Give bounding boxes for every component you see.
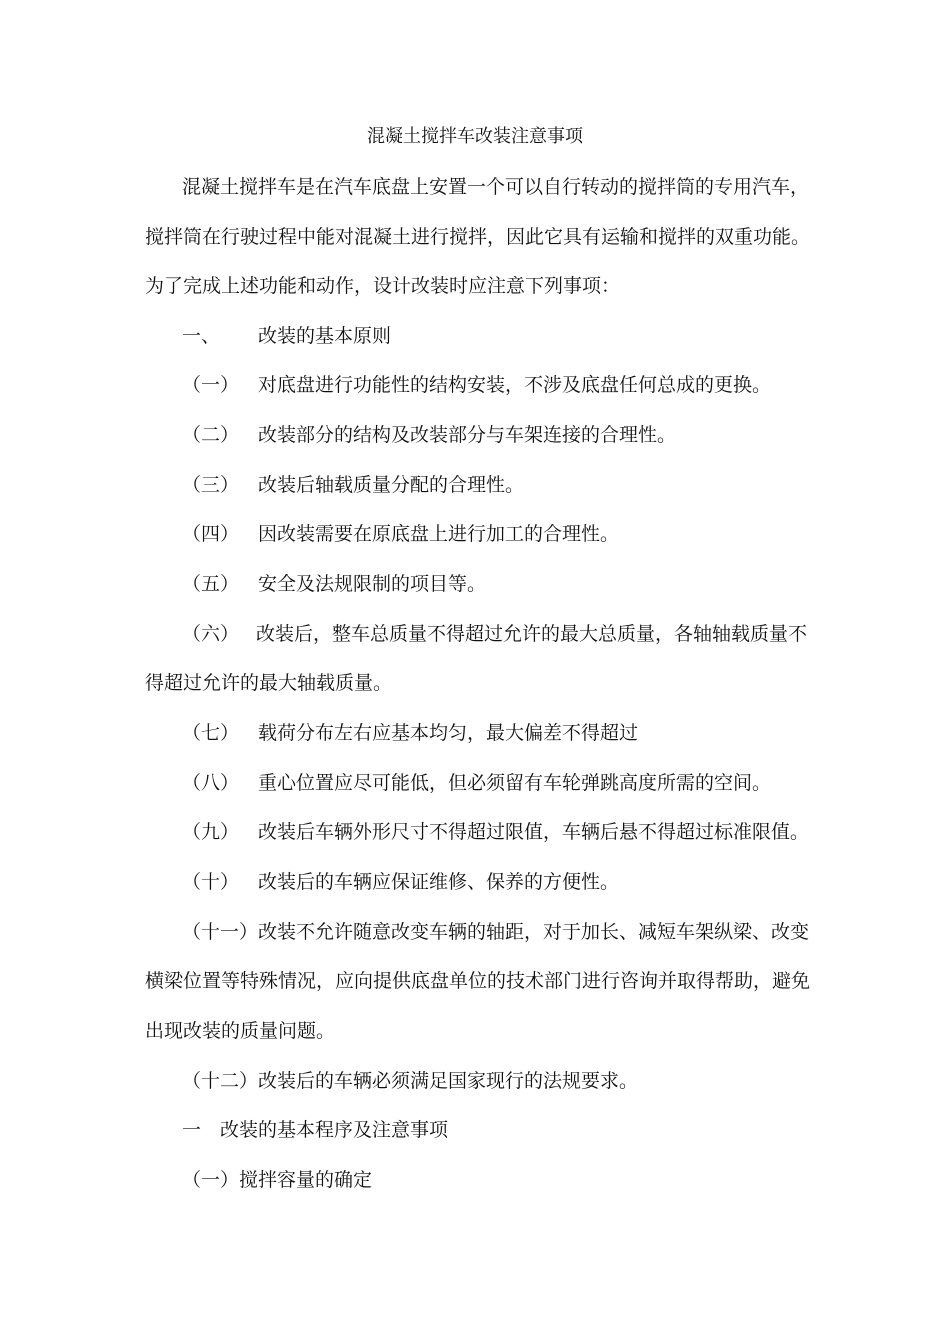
section-1-heading: 改装的基本原则 (258, 325, 392, 347)
item-label-7: （七） (182, 722, 240, 744)
item-label-3: （三） (182, 474, 240, 496)
item-11-line-2: 横梁位置等特殊情况，应向提供底盘单位的技术部门进行咨询并取得帮助，避免 (145, 970, 811, 992)
intro-line-1: 混凝土搅拌车是在汽车底盘上安置一个可以自行转动的搅拌筒的专用汽车， (182, 176, 810, 198)
subsection-1: （一）搅拌容量的确定 (182, 1169, 373, 1191)
item-label-4: （四） (182, 523, 240, 545)
item-text-6: 改装后，整车总质量不得超过允许的最大总质量，各轴轴载质量不 (256, 623, 808, 645)
section-2-heading: 改装的基本程序及注意事项 (220, 1119, 449, 1141)
intro-line-2: 搅拌筒在行驶过程中能对混凝土进行搅拌，因此它具有运输和搅拌的双重功能。 (145, 226, 811, 248)
item-text-9: 改装后车辆外形尺寸不得超过限值，车辆后悬不得超过标准限值。 (258, 821, 810, 843)
item-label-9: （九） (182, 821, 240, 843)
item-text-3: 改装后轴载质量分配的合理性。 (258, 474, 525, 496)
item-text-4: 因改装需要在原底盘上进行加工的合理性。 (258, 523, 620, 545)
item-text-8: 重心位置应尽可能低，但必须留有车轮弹跳高度所需的空间。 (258, 772, 772, 794)
item-11-line-1: （十一）改装不允许随意改变车辆的轴距，对于加长、减短车架纵梁、改变 (182, 921, 810, 943)
intro-line-3: 为了完成上述功能和动作，设计改装时应注意下列事项： (145, 275, 621, 297)
item-text-2: 改装部分的结构及改装部分与车架连接的合理性。 (258, 424, 677, 446)
item-11-line-3: 出现改装的质量问题。 (145, 1020, 336, 1042)
item-label-1: （一） (182, 374, 240, 396)
item-label-2: （二） (182, 424, 240, 446)
item-text-1: 对底盘进行功能性的结构安装，不涉及底盘任何总成的更换。 (258, 374, 772, 396)
item-text-7: 载荷分布左右应基本均匀，最大偏差不得超过 (258, 722, 639, 744)
item-label-5: （五） (182, 573, 240, 595)
item-label-10: （十） (182, 871, 240, 893)
item-label-6: （六） (182, 623, 240, 645)
document-title: 混凝土搅拌车改装注意事项 (367, 126, 583, 147)
section-2-number: 一 (182, 1119, 202, 1141)
section-1-number: 一、 (182, 325, 221, 347)
item-text-5: 安全及法规限制的项目等。 (258, 573, 487, 595)
item-label-8: （八） (182, 772, 240, 794)
item-text-10: 改装后的车辆应保证维修、保养的方便性。 (258, 871, 620, 893)
item-text-6-continued: 得超过允许的最大轴载质量。 (145, 672, 393, 694)
item-12: （十二）改装后的车辆必须满足国家现行的法规要求。 (182, 1070, 639, 1092)
